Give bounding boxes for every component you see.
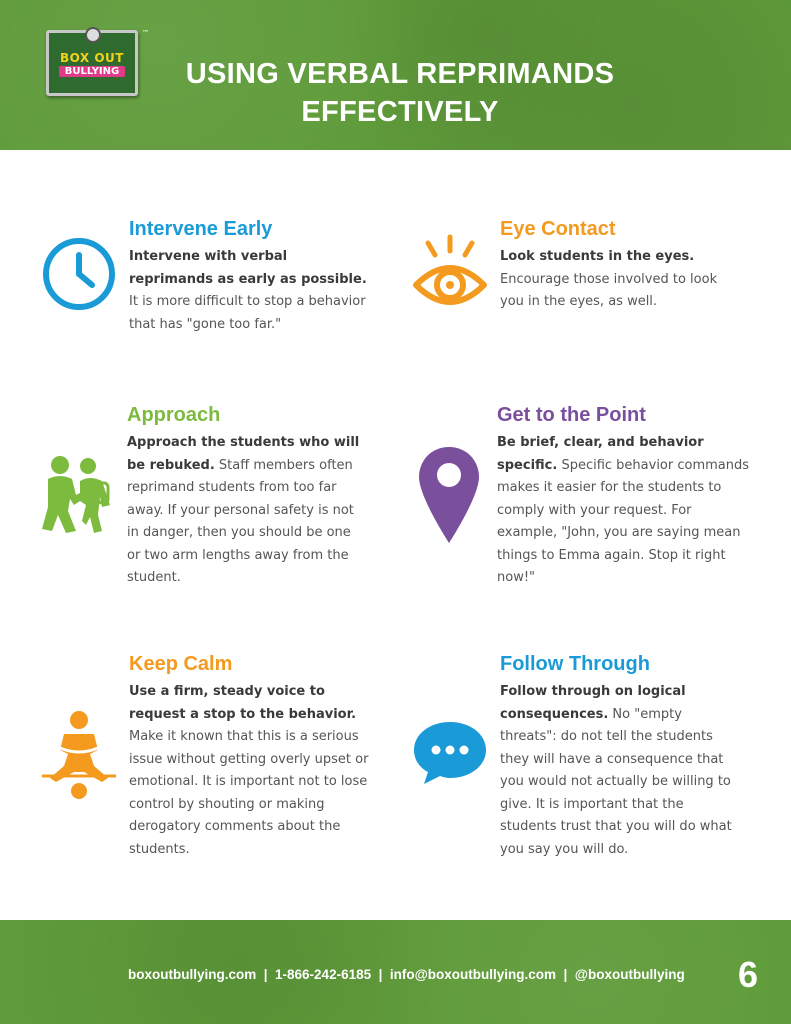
- meditation-icon: [42, 708, 116, 800]
- item-title: Intervene Early: [129, 218, 273, 240]
- item-body: [129, 681, 369, 861]
- item-bold: Intervene with verbal reprimands as early as possible.: [129, 249, 367, 287]
- chat-bubble-icon: [412, 720, 488, 786]
- item-title: Keep Calm: [129, 653, 233, 675]
- item-title: Follow Through: [500, 653, 650, 675]
- padlock-icon: [85, 27, 101, 43]
- item-text: Make it known that this is a serious issue without getting overly upset or emotional. It is important not to lose control by shouting or making derogatory comments about the students.: [129, 729, 369, 857]
- item-text: No "empty threats": do not tell the students they will have a consequence that you would not actually be willing to give. It is important that the students trust that you will do what you say you will do.: [500, 706, 732, 857]
- location-pin-icon: [417, 445, 481, 545]
- logo-line1: BOX OUT: [60, 51, 124, 65]
- item-bold: Use a firm, steady voice to request a stop to the behavior.: [129, 684, 357, 722]
- eye-icon: [410, 233, 490, 313]
- footer: [0, 920, 791, 1024]
- clock-icon: [40, 235, 118, 313]
- page-title: [150, 55, 650, 131]
- item-text: It is more difficult to stop a behavior that has "gone too far.": [129, 294, 366, 332]
- item-body: [129, 246, 369, 336]
- item-title: Eye Contact: [500, 218, 616, 240]
- item-body: [500, 681, 740, 861]
- trademark: ™: [142, 29, 149, 37]
- item-body: [497, 432, 752, 590]
- item-body: [500, 246, 740, 314]
- title-line-2: EFFECTIVELY: [301, 96, 499, 128]
- item-text: Encourage those involved to look you in the eyes, as well.: [500, 271, 718, 309]
- item-intervene-early: [129, 217, 369, 336]
- logo-line2: BULLYING: [59, 66, 125, 77]
- footer-contact: boxoutbullying.com | 1-866-242-6185 | info@boxoutbullying.com | @boxoutbullying: [128, 967, 685, 982]
- item-title: Approach: [127, 404, 221, 426]
- item-bold: Approach the students who will be rebuked.: [127, 435, 360, 473]
- title-line-1: USING VERBAL REPRIMANDS: [185, 58, 615, 90]
- box-out-bullying-logo: [46, 29, 149, 96]
- header: [0, 0, 791, 150]
- item-text: Specific behavior commands makes it easier for the students to comply with your request. For example, "John, you are saying mean things to Emma again. Stop it right now!": [497, 457, 750, 585]
- people-icon: [40, 455, 115, 535]
- item-bold: Be brief, clear, and behavior specific.: [497, 435, 704, 473]
- item-bold: Follow through on logical consequences.: [500, 684, 686, 722]
- item-text: Staff members often reprimand students from too far away. If your personal safety is not in danger, then you should be one or two arm lengths away from the student.: [127, 457, 354, 585]
- item-body: [127, 432, 365, 590]
- item-keep-calm: [129, 652, 369, 861]
- item-bold: Look students in the eyes.: [500, 249, 695, 264]
- item-follow-through: [500, 652, 740, 861]
- item-title: Get to the Point: [497, 404, 646, 426]
- page-number: 6: [738, 954, 759, 995]
- item-eye-contact: [500, 217, 740, 314]
- item-get-to-the-point: [497, 403, 752, 590]
- item-approach: [127, 403, 365, 590]
